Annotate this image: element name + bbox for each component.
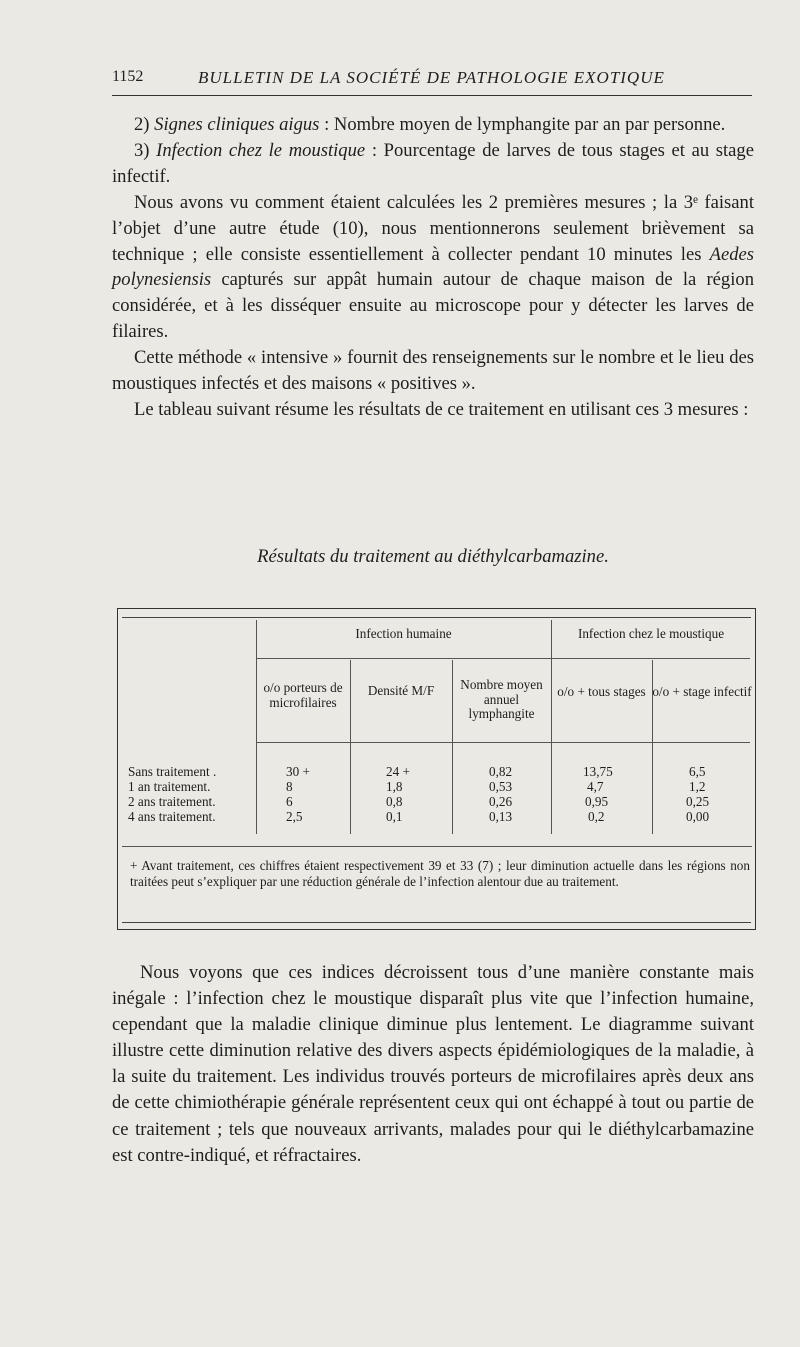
table-hline — [256, 742, 750, 743]
column-header: o/o porteurs de microfilaires — [263, 680, 343, 710]
header-rule — [112, 95, 752, 96]
column-header: Nombre moyen annuel lymphangite — [460, 677, 543, 721]
table-cell: 1,2 — [689, 779, 706, 794]
table-cell: 8 — [286, 779, 293, 794]
table-cell: 30 + — [286, 764, 310, 779]
table-cell: 1,8 — [386, 779, 403, 794]
table-cell: 0,25 — [686, 794, 710, 809]
table-cell: 0,13 — [489, 809, 513, 824]
intro-text — [112, 112, 754, 423]
row-label: 1 an traitement. — [128, 779, 211, 794]
table-footnote: + Avant traitement, ces chiffres étaient respectivement 39 et 33 (7) ; leur diminution actuelle dans les régions non traitées peut s’expliquer par une réduction générale de l’infection alentour due au traitement. — [130, 858, 750, 890]
table-cell: 0,82 — [489, 764, 513, 779]
table-cell: 13,75 — [583, 764, 613, 779]
table-hline — [122, 846, 752, 847]
item-2: 2) Signes cliniques aigus : Nombre moyen de lymphangite par an par personne. — [134, 114, 726, 135]
table-cell: 0,1 — [386, 809, 403, 824]
page-number: 1152 — [112, 68, 144, 85]
table-cell: 6,5 — [689, 764, 706, 779]
table-cell: 6 — [286, 794, 293, 809]
table-cell: 2,5 — [286, 809, 303, 824]
table-hline — [256, 658, 750, 659]
paragraph-method: Nous avons vu comment étaient calculées les 2 premières mesures ; la 3ᵉ faisant l’objet d’une autre étude (10), nous mentionnerons seulement brièvement sa technique ; elle consiste essentiellement à collecter pendant 10 minutes les Aedes polynesiensis capturés sur appât humain autour de chaque maison de la région considérée, et à les disséquer ensuite au microscope pour y détecter les larves de filaires. — [112, 191, 754, 343]
table-cell: 0,53 — [489, 779, 513, 794]
table-cell: 0,26 — [489, 794, 513, 809]
column-header: o/o + stage infectif — [652, 684, 752, 699]
group-header-mosquito: Infection chez le moustique — [577, 626, 725, 641]
table-vline — [551, 620, 552, 834]
group-header-human: Infection humaine — [355, 626, 452, 641]
conclusion-text — [112, 960, 754, 1169]
paragraph-intensive: Cette méthode « intensive » fournit des renseignements sur le nombre et le lieu des moustiques infectés et des maisons « positives ». — [112, 347, 754, 395]
paragraph-conclusion: Nous voyons que ces indices décroissent tous d’une manière constante mais inégale : l’infection chez le moustique disparaît plus vite que l’infection humaine, cependant que la maladie clinique diminue plus lentement. Le diagramme suivant illustre cette diminution relative des divers aspects épidémiologiques de la maladie, à la suite du traitement. Les individus trouvés porteurs de microfilaires après deux ans de cette chimiothérapie générale représentent ceux qui ont échappé à tout ou partie de ce traitement ; tels que nouveaux arrivants, malades pour qui le diéthylcarbamazine est contre-indiqué, et réfractaires. — [112, 962, 754, 1166]
table-cell: 0,8 — [386, 794, 403, 809]
row-label: Sans traitement . — [128, 764, 217, 779]
row-label: 2 ans traitement. — [128, 794, 216, 809]
row-label: 4 ans traitement. — [128, 809, 216, 824]
item-3: 3) Infection chez le moustique : Pourcentage de larves de tous stages et au stage infectif. — [112, 139, 754, 187]
table-cell: 0,95 — [585, 794, 609, 809]
running-header — [112, 68, 754, 92]
column-header: o/o + tous stages — [557, 684, 646, 699]
column-header: Densité M/F — [367, 683, 435, 698]
table-cell: 0,00 — [686, 809, 710, 824]
table-caption: Résultats du traitement au diéthylcarbamazine. — [257, 546, 609, 567]
table-cell: 0,2 — [588, 809, 605, 824]
table-cell: 24 + — [386, 764, 410, 779]
journal-title: BULLETIN DE LA SOCIÉTÉ DE PATHOLOGIE EXOTIQUE — [198, 68, 665, 87]
table-cell: 4,7 — [587, 779, 604, 794]
table-vline — [256, 620, 257, 834]
paragraph-table-intro: Le tableau suivant résume les résultats de ce traitement en utilisant ces 3 mesures : — [134, 398, 749, 420]
